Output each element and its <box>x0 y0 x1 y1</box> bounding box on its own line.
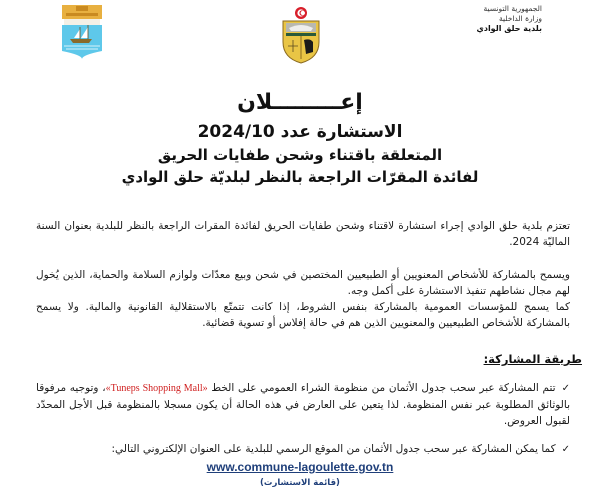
header-ministry: وزارة الداخلية <box>498 14 542 23</box>
issuing-authority-header <box>402 4 542 34</box>
tunisia-coat-of-arms-emblem <box>280 6 322 64</box>
participation-item-2 <box>36 441 582 458</box>
document-titles <box>0 88 600 188</box>
subject-line-2: لفائدة المقرّات الراجعة بالنظر لبلديّة حلق الوادي <box>121 168 479 186</box>
header-municipality: بلدية حلق الوادي <box>476 24 542 33</box>
consultation-number: الاستشارة عدد 2024/10 <box>197 122 403 142</box>
item-1-text-start: تتم المشاركة عبر سحب جدول الأثمان من منظومة الشراء العمومي على الخط <box>211 382 556 394</box>
announcement-title: إعـــــــــلان <box>237 90 363 115</box>
item-2-text: كما يمكن المشاركة عبر سحب جدول الأثمان من الموقع الرسمي للبلدية على العنوان الإلكتروني التالي: <box>111 443 556 455</box>
municipality-crest-logo <box>62 5 102 61</box>
checkmark-icon: ✓ <box>561 383 570 394</box>
municipality-website-link[interactable]: www.commune-lagoulette.gov.tn <box>206 460 394 474</box>
subject-line-1: المتعلقة باقتناء وشحن طفايات الحريق <box>157 146 443 164</box>
participation-item-1 <box>36 380 582 429</box>
tuneps-platform-name: «Tuneps Shopping Mall» <box>105 383 208 394</box>
eligibility-paragraph-2: كما يسمح للمؤسسات العمومية بالمشاركة بنفس الشروط، إذا كانت تتمتّع بالاستقلالية القانونية والمالية. ولا يسمح بالمشاركة للأشخاص الطبيعيين والمعنويين الذين هم في حالة إفلاس أو تسوية قضائية. <box>36 301 570 329</box>
eligibility-section <box>36 267 582 331</box>
intro-paragraph: تعتزم بلدية حلق الوادي إجراء استشارة لاقتناء وشحن طفايات الحريق لفائدة المقرات الراجعة بالنظر للبلدية بعنوان السنة الماليّة 2024. <box>36 220 570 248</box>
item-1-text-end: ، وتوجيه مرفوقا بالوثائق المطلوبة عبر نفس المنظومة. لذا يتعين على العارض في هذه الحالة أن يكون مسجلا بالمنظومة قبل الأجل المحدّد لقبول العروض. <box>36 382 570 427</box>
participation-heading: طريقة المشاركة: <box>483 352 582 366</box>
eligibility-paragraph-1: ويسمح بالمشاركة للأشخاص المعنويين أو الطبيعيين المختصين في شحن وبيع معدّات ولوازم السلامة والحماية، الذين يُخول لهم مجال نشاطهم تنفيذ الاستشارة على أكمل وجه. <box>36 269 570 297</box>
website-caption: (قائمة الاستشارت) <box>260 478 340 488</box>
header-country: الجمهورية التونسية <box>483 4 542 13</box>
checkmark-icon: ✓ <box>561 444 570 455</box>
